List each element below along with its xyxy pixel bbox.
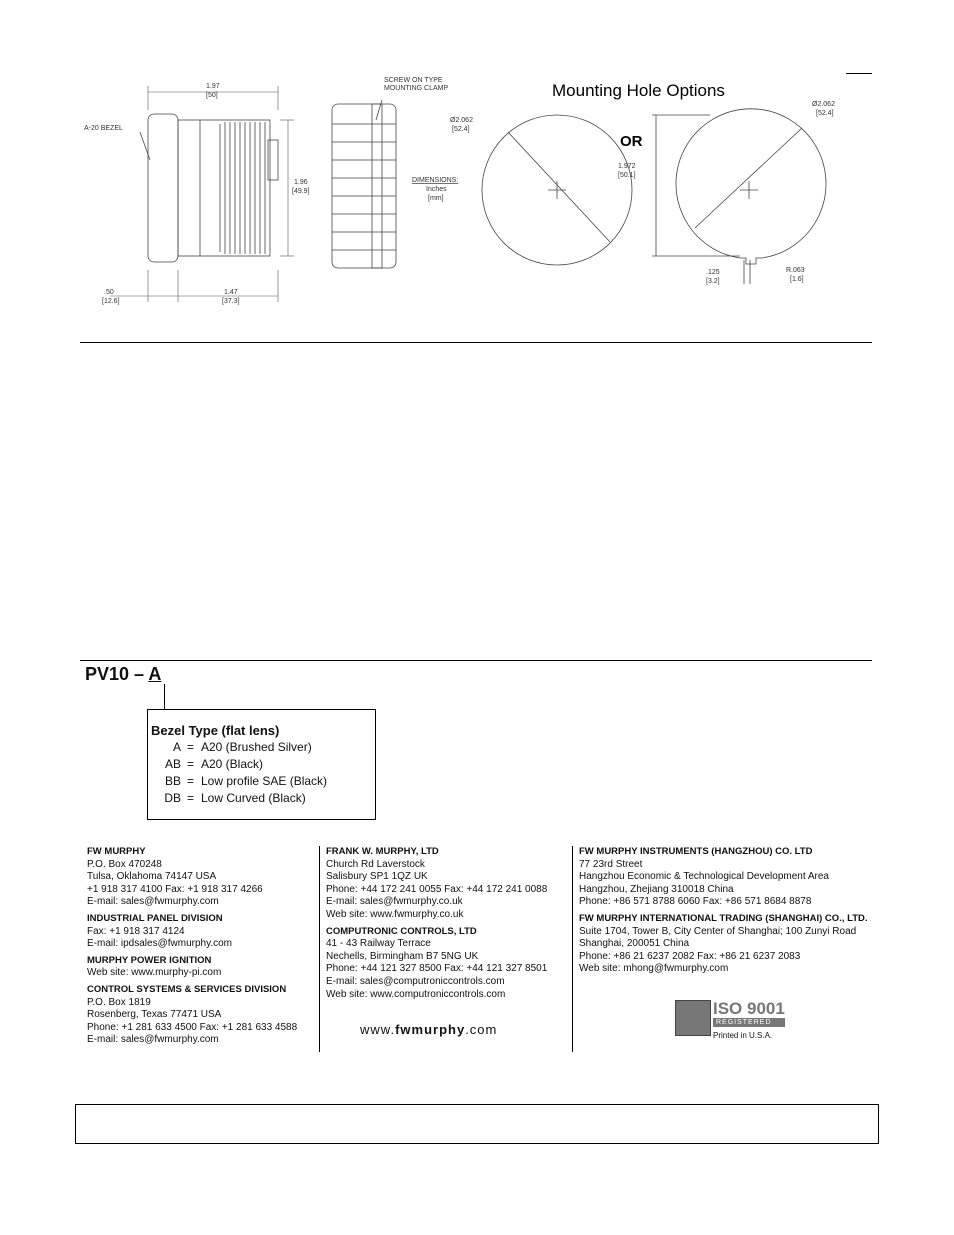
dim-50: [50] <box>206 92 218 99</box>
mounting-clamp <box>332 100 396 268</box>
option-desc: Low profile SAE (Black) <box>201 774 328 788</box>
bezel-title: Bezel Type (flat lens) <box>151 723 280 738</box>
bezel-side-view <box>140 114 278 262</box>
iso-badge <box>713 1000 785 1027</box>
mounting-hole-round <box>482 115 632 265</box>
option-code: BB <box>164 774 181 788</box>
email-line: E-mail: ipdsales@fwmurphy.com <box>87 938 233 950</box>
dim-1972: 1.972 <box>618 163 636 170</box>
footer-col-usa <box>87 846 317 1047</box>
email-line: E-mail: sales@fwmurphy.com <box>87 896 219 908</box>
option-code: A <box>172 740 181 754</box>
company-heading: FW MURPHY <box>87 846 146 857</box>
technical-drawing <box>80 70 875 340</box>
footer-col-china <box>579 846 869 976</box>
mounting-hole-keyed <box>652 109 826 284</box>
web-prefix: www. <box>360 1022 396 1037</box>
dim-left-dia-mm: [52.4] <box>452 126 470 133</box>
address-line: 41 - 43 Railway Terrace <box>326 938 431 950</box>
bezel-label: A-20 BEZEL <box>84 125 123 132</box>
dim-499: [49.9] <box>292 188 310 195</box>
dim-373: [37.3] <box>222 298 240 305</box>
footer-divider <box>319 846 320 1052</box>
dim-right-dia-mm: [52.4] <box>816 110 834 117</box>
footer-col-uk <box>326 846 571 1001</box>
part-connector-line <box>164 684 165 709</box>
dim-126: [12.6] <box>102 298 120 305</box>
option-code: DB <box>164 791 181 805</box>
part-suffix: A <box>148 664 162 684</box>
phone-line: Phone: +44 172 241 0055 Fax: +44 172 241 0088 <box>326 883 548 895</box>
option-eq: = <box>187 740 195 754</box>
company-heading: CONTROL SYSTEMS & SERVICES DIVISION <box>87 983 287 995</box>
dim-050: .50 <box>104 289 114 296</box>
option-desc: A20 (Brushed Silver) <box>201 740 312 754</box>
fm-approval-logo <box>675 1000 711 1036</box>
address-line: Rosenberg, Texas 77471 USA <box>87 1009 222 1021</box>
company-heading: FRANK W. MURPHY, LTD <box>326 846 439 857</box>
bezel-option <box>151 739 375 756</box>
address-line: Church Rd Laverstock <box>326 858 425 870</box>
or-label: OR <box>620 133 643 150</box>
address-line: P.O. Box 1819 <box>87 996 151 1008</box>
dims-title: DIMENSIONS: <box>412 177 459 184</box>
web-line: Web site: www.fwmurphy.co.uk <box>326 908 464 920</box>
phone-line: Phone: +86 21 6237 2082 Fax: +86 21 6237 2083 <box>579 950 801 962</box>
dim-147: 1.47 <box>224 289 238 296</box>
phone-line: Phone: +1 281 633 4500 Fax: +1 281 633 4588 <box>87 1021 298 1033</box>
web-suffix: .com <box>465 1022 498 1037</box>
drawing-bottom-rule <box>80 342 872 343</box>
address-line: Salisbury SP1 1QZ UK <box>326 871 428 883</box>
phone-line: +1 918 317 4100 Fax: +1 918 317 4266 <box>87 883 263 895</box>
address-line: Shanghai, 200051 China <box>579 938 690 950</box>
option-code: AB <box>164 757 181 771</box>
phone-line: Fax: +1 918 317 4124 <box>87 925 185 937</box>
dim-196: 1.96 <box>294 179 308 186</box>
option-eq: = <box>187 757 195 771</box>
address-line: P.O. Box 470248 <box>87 858 162 870</box>
dim-197: 1.97 <box>206 83 220 90</box>
iso-sub: REGISTERED <box>713 1018 785 1027</box>
footer-divider <box>572 846 573 1052</box>
address-line: Tulsa, Oklahoma 74147 USA <box>87 871 217 883</box>
bezel-option <box>151 790 375 807</box>
dims-unit1: Inches <box>426 186 447 193</box>
dim-16: [1.6] <box>790 276 804 283</box>
part-number <box>85 664 161 685</box>
phone-line: Phone: +44 121 327 8500 Fax: +44 121 327 8501 <box>326 963 548 975</box>
dim-501: [50.1] <box>618 172 636 179</box>
company-heading: INDUSTRIAL PANEL DIVISION <box>87 912 223 924</box>
company-heading: FW MURPHY INSTRUMENTS (HANGZHOU) CO. LTD <box>579 846 813 857</box>
printed-in-usa: Printed in U.S.A. <box>713 1031 773 1040</box>
option-desc: A20 (Black) <box>201 757 264 771</box>
website-link[interactable] <box>360 1022 497 1037</box>
mounting-hole-title: Mounting Hole Options <box>552 81 725 100</box>
email-line: E-mail: sales@fwmurphy.co.uk <box>326 896 463 908</box>
email-line: E-mail: sales@fwmurphy.com <box>87 1034 219 1046</box>
company-heading: FW MURPHY INTERNATIONAL TRADING (SHANGHAI) CO., LTD. <box>579 912 868 924</box>
iso-label: ISO 9001 <box>713 999 785 1018</box>
dim-32: [3.2] <box>706 278 720 285</box>
dims-unit2: [mm] <box>428 195 444 202</box>
clamp-label-2: MOUNTING CLAMP <box>384 85 449 92</box>
address-line: Suite 1704, Tower B, City Center of Shanghai; 100 Zunyi Road <box>579 925 857 937</box>
web-brand: fwmurphy <box>395 1022 466 1037</box>
company-heading: MURPHY POWER IGNITION <box>87 954 212 966</box>
address-line: Hangzhou, Zhejiang 310018 China <box>579 883 734 895</box>
dim-r063: R.063 <box>786 267 805 274</box>
bezel-option <box>151 756 375 773</box>
dim-125: .125 <box>706 269 720 276</box>
phone-line: Phone: +86 571 8788 6060 Fax: +86 571 8684 8878 <box>579 896 812 908</box>
web-line: Web site: mhong@fwmurphy.com <box>579 963 729 975</box>
address-line: Hangzhou Economic & Technological Development Area <box>579 871 829 883</box>
option-eq: = <box>187 774 195 788</box>
email-line: E-mail: sales@computroniccontrols.com <box>326 975 505 987</box>
clamp-label-1: SCREW ON TYPE <box>384 77 443 84</box>
bezel-type-box <box>147 709 376 820</box>
company-heading: COMPUTRONIC CONTROLS, LTD <box>326 925 477 937</box>
option-desc: Low Curved (Black) <box>201 791 306 805</box>
address-line: Nechells, Birmingham B7 5NG UK <box>326 950 479 962</box>
web-line: Web site: www.murphy-pi.com <box>87 967 222 979</box>
web-line: Web site: www.computroniccontrols.com <box>326 988 506 1000</box>
dim-left-dia: Ø2.062 <box>450 117 473 124</box>
address-line: 77 23rd Street <box>579 858 643 870</box>
bottom-note-box <box>75 1104 879 1144</box>
dim-right-dia: Ø2.062 <box>812 101 835 108</box>
bezel-option <box>151 773 375 790</box>
part-prefix: PV10 – <box>85 664 145 684</box>
option-eq: = <box>187 791 195 805</box>
ordering-top-rule <box>80 660 872 661</box>
